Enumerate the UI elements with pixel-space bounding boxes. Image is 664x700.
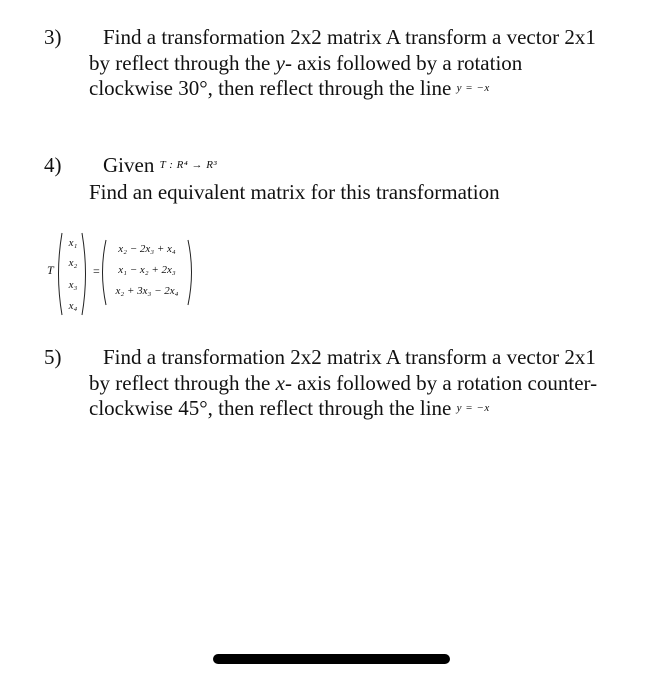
problem-3-axis-variable: y xyxy=(275,51,285,75)
problem-4-mapping: T : R⁴ → R³ xyxy=(159,159,218,171)
lhs-entry-x2: x₂ xyxy=(68,257,78,269)
problem-3-line-2-pre: by reflect through the xyxy=(89,51,276,75)
problem-3-line-3-text: clockwise 30°, then reflect through the line xyxy=(89,76,452,100)
problem-4-line-2: Find an equivalent matrix for this transformation xyxy=(89,180,500,204)
problem-3-line-2 xyxy=(89,50,522,76)
problem-4-number: 4) xyxy=(44,153,62,177)
lhs-entry-x1: x₁ xyxy=(68,237,78,249)
rhs-entry-2: x₁ − x₂ + 2x₃ xyxy=(118,264,176,276)
problem-5-line-2 xyxy=(89,370,597,396)
transformation-label: T xyxy=(47,263,54,277)
problem-5-line-2-post: - axis followed by a rotation counter- xyxy=(284,371,598,395)
problem-5-line-2-pre: by reflect through the xyxy=(89,371,276,395)
problem-3-line-3 xyxy=(89,75,490,101)
problem-5-line-1: Find a transformation 2x2 matrix A transform a vector 2x1 xyxy=(103,345,596,369)
equals-sign: = xyxy=(93,264,100,278)
problem-4-given: Given xyxy=(103,153,155,177)
problem-5-number: 5) xyxy=(44,345,62,369)
problem-5-line-3 xyxy=(89,395,490,421)
problem-3-line-equation: y = −x xyxy=(456,82,490,94)
problem-5-axis-variable: x xyxy=(275,371,285,395)
problem-3-number: 3) xyxy=(44,25,62,49)
rhs-entry-1: x₂ − 2x₃ + x₄ xyxy=(118,243,176,255)
problem-5-line-equation: y = −x xyxy=(456,402,490,414)
problem-3-line-1: Find a transformation 2x2 matrix A transform a vector 2x1 xyxy=(103,25,596,49)
problem-4-line-1 xyxy=(103,152,217,178)
lhs-entry-x4: x₄ xyxy=(68,300,78,312)
rhs-entry-3: x₂ + 3x₃ − 2x₄ xyxy=(115,285,179,297)
problem-5-line-3-text: clockwise 45°, then reflect through the line xyxy=(89,396,452,420)
problem-3-line-2-post: - axis followed by a rotation xyxy=(284,51,523,75)
home-indicator[interactable] xyxy=(213,654,450,664)
lhs-entry-x3: x₃ xyxy=(68,279,78,291)
